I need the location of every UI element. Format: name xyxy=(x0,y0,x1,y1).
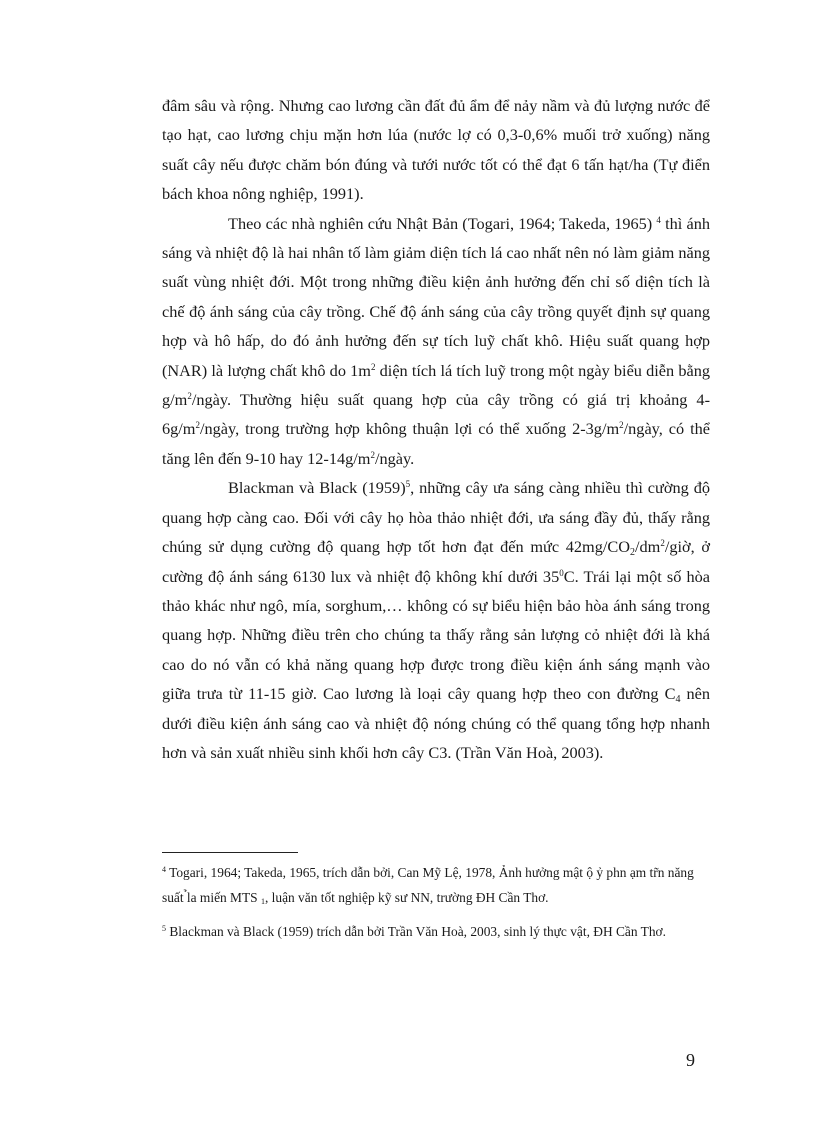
footnote-4: $^4$ Togari, 1964; Takeda, 1965, trích dẫn bởi, Can Mỹ Lệ, 1978, Ảnh hưởng mật ộ ỷ phn ạm tr̃n năng suất ̉la miến MTS $_1$, luận văn tốt nghiệp kỹ sư NN, trường ĐH Cần Thơ. xyxy=(162,865,694,906)
footnote-5: $^5$ Blackman và Black (1959) trích dẫn bởi Trần Văn Hoà, 2003, sinh lý thực vật, ĐH Cần Thơ. xyxy=(162,924,666,939)
paragraph-3: Blackman và Black $(1959)^5$, những cây ưa sáng càng nhiều thì cường độ quang hợp càng cao. Đối với cây họ hòa thảo nhiệt đới, ưa sáng đầy đủ, thấy rằng chúng sử dụng cường độ quang hợp tốt hơn đạt đến mức $42mg/CO_2/dm^2$/giờ, ở cường độ ánh sáng 6130 lux và nhiệt độ không khí dưới $35^0C$. Trái lại một số hòa thảo khác như ngô, mía, sorghum,… không có sự biểu hiện bảo hòa ánh sáng trong quang hợp. Những điều trên cho chúng ta thấy rằng sản lượng cỏ nhiệt đới là khá cao do nó vẫn có khả năng quang hợp được trong điều kiện ánh sáng mạnh vào giữa trưa từ 11-15 giờ. Cao lương là loại cây quang hợp theo con đường $C_4$ nên dưới điều kiện ánh sáng cao và nhiệt độ nóng chúng có thể quang tổng hợp nhanh hơn và sản xuất nhiều sinh khối hơn cây C3. (Trần Văn Hoà, 2003). xyxy=(162,478,710,762)
body-text xyxy=(162,91,710,767)
footnotes xyxy=(162,860,710,942)
page-number: 9 xyxy=(686,1050,695,1070)
paragraph-2: Theo các nhà nghiên cứu Nhật Bản (Togari, 1964; Takeda, 1965) $^4$ thì ánh sáng và nhiệt độ là hai nhân tố làm giảm diện tích lá cao nhất nên nó làm giảm năng suất vùng nhiệt đới. Một trong những điều kiện ảnh hưởng đến chỉ số diện tích là chế độ ánh sáng của cây trồng. Chế độ ánh sáng của cây trồng quyết định sự quang hợp và hô hấp, do đó ảnh hưởng đến sự tích luỹ chất khô. Hiệu suất quang hợp (NAR) là lượng chất khô do $1m^2$ diện tích lá tích luỹ trong một ngày biểu diễn bằng $g/m^2$/ngày. Thường hiệu suất quang hợp của cây trồng có giá trị khoảng $4-6g/m^2$/ngày, trong trường hợp không thuận lợi có thể xuống $2-3g/m^2$/ngày, có thể tăng lên đến 9-10 hay $12-14g/m^2$/ngày. xyxy=(162,213,710,468)
footnote-ref-4[interactable]: 4 xyxy=(656,214,661,225)
footnote-ref-5[interactable]: 5 xyxy=(405,479,411,490)
paragraph-1: đâm sâu và rộng. Nhưng cao lương cần đất đủ ẩm để nảy nầm và đủ lượng nước để tạo hạt, cao lương chịu mặn hơn lúa (nước lợ có 0,3-0,6% muối trở xuống) năng suất cây nếu được chăm bón đúng và tưới nước tốt có thể đạt 6 tấn hạt/ha (Tự điển bách khoa nông nghiệp, 1991). xyxy=(162,96,710,204)
footnote-separator xyxy=(162,852,298,853)
